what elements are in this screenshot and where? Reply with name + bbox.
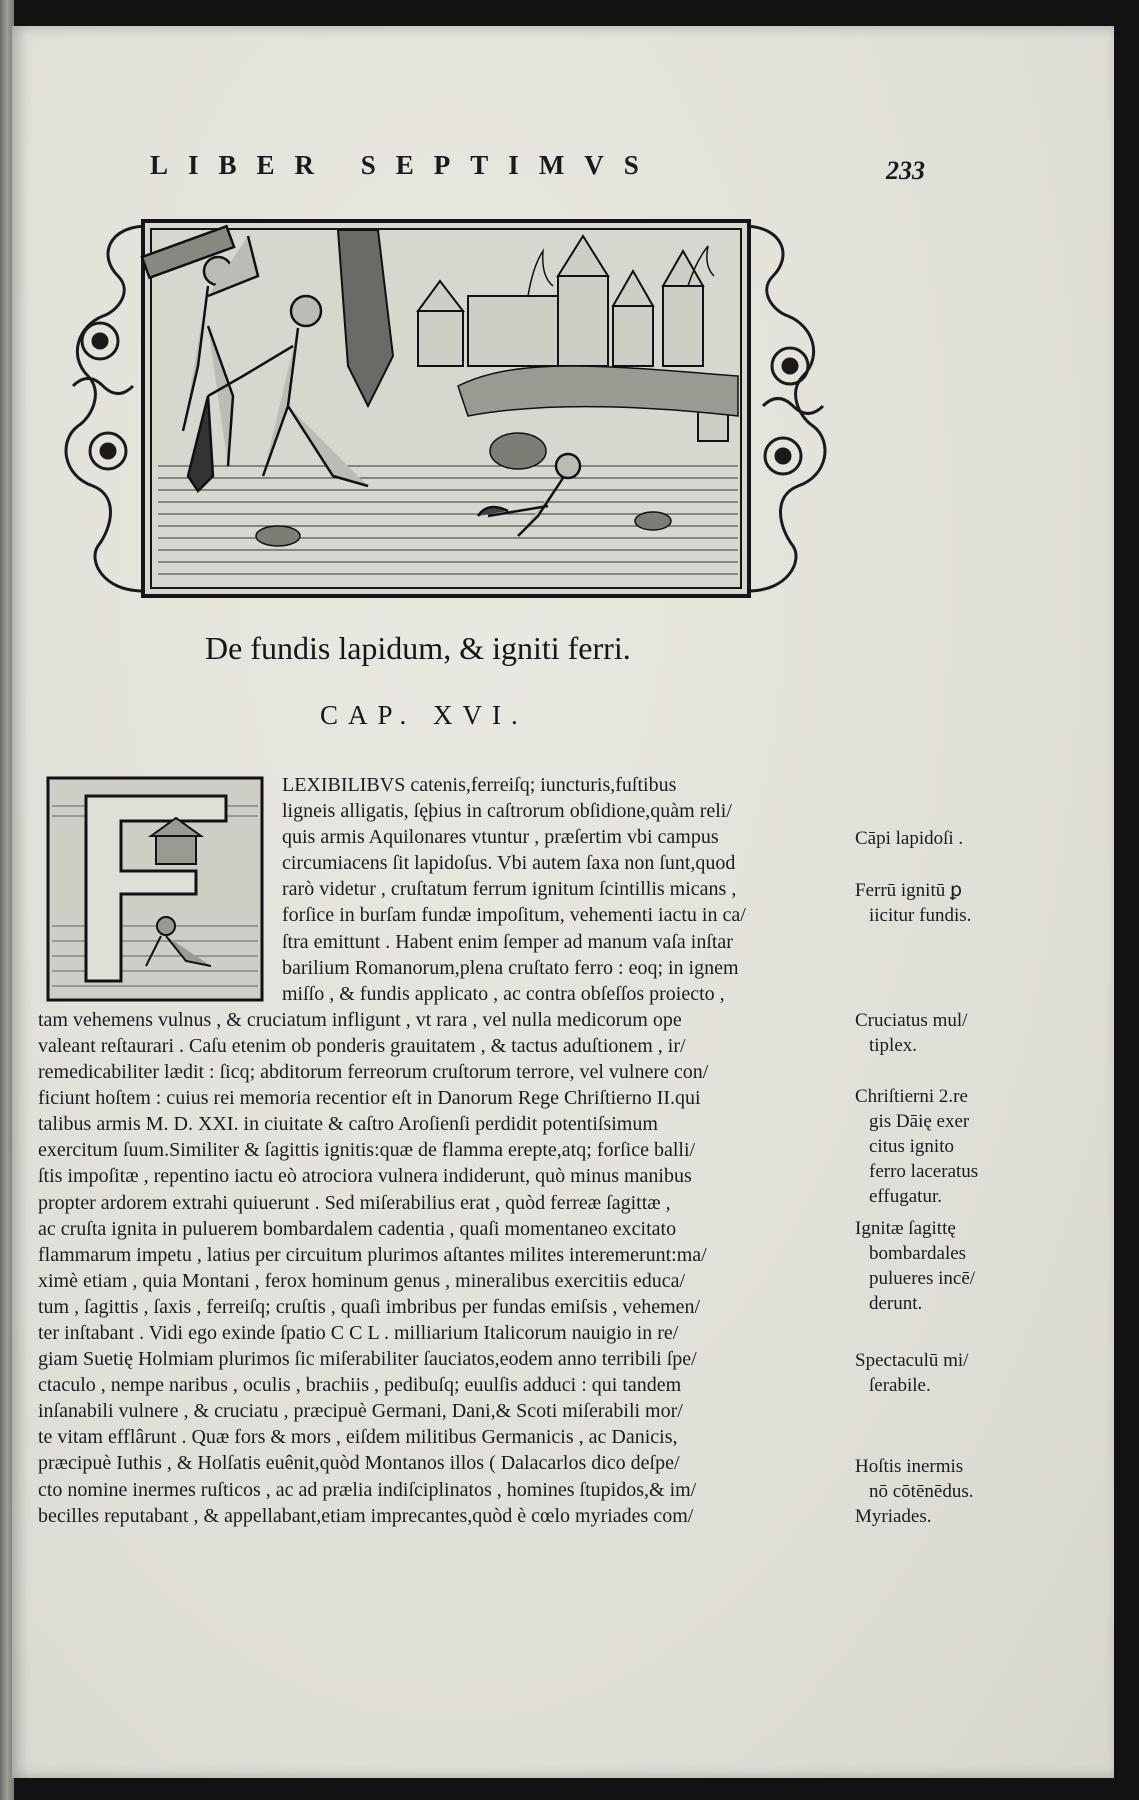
margin-note-line: iicitur fundis.	[869, 905, 972, 926]
body-line: præcipuè Iuthis , & Holſatis euênit,quòd Montanos illos ( Dalacarlos dico deſpe/	[38, 1452, 680, 1475]
body-line: flammarum impetu , latius per circuitum plurimos aſtantes milites interemerunt:ma/	[38, 1243, 707, 1266]
margin-note	[855, 826, 963, 851]
body-line: ctaculo , nempe naribus , oculis , brachiis , pedibuſq; euulſis adduci : qui tandem	[38, 1374, 682, 1397]
margin-note	[855, 1216, 975, 1316]
running-title: LIBER SEPTIMVS	[150, 150, 659, 180]
body-line: talibus armis M. D. XXI. in ciuitate & caſtro Aroſienſi perdidit potentiſsimum	[38, 1113, 658, 1136]
body-line: LEXIBILIBVS catenis,ferreiſq; iuncturis,fuſtibus	[282, 774, 677, 796]
margin-note-line: Myriades.	[855, 1506, 932, 1527]
folio-number: 233	[886, 156, 925, 185]
body-line: becilles reputabant , & appellabant,etiam imprecantes,quòd è cœlo myriades com/	[38, 1504, 694, 1527]
body-line: ſtis impoſitæ , repentino iactu eò atrociora vulnera indiderunt, quò minus manibus	[38, 1165, 692, 1188]
margin-note-line: Cruciatus mul/	[855, 1010, 968, 1031]
body-line: circumiacens ſit lapidoſus. Vbi autem ſaxa non ſunt,quod	[282, 852, 736, 875]
margin-note	[855, 878, 971, 928]
margin-note	[855, 1008, 967, 1058]
margin-note-line: bombardales	[869, 1243, 967, 1264]
body-line: miſſo , & fundis applicato , ac contra obſeſſos proiecto ,	[282, 982, 725, 1005]
body-line: rarò videtur , cruſtatum ferrum ignitum ſcintillis micans ,	[282, 878, 737, 901]
margin-note-line: ferro laceratus	[869, 1161, 979, 1182]
body-line: te vitam efflârunt . Quæ fors & mors , eiſdem militibus Germanicis , ac Danicis,	[38, 1426, 678, 1449]
margin-note-line: derunt.	[869, 1293, 923, 1314]
chapter-title: De fundis lapidum, & igniti ferri.	[205, 630, 631, 666]
body-line: ficiunt hoſtem : cuius rei memoria recentior eſt in Danorum Rege Chriſtierno II.qui	[38, 1087, 701, 1110]
body-line: ter inſtabant . Vidi ego exinde ſpatio C C L . milliarium Italicorum nauigio in re/	[38, 1321, 679, 1344]
margin-note-line: ſerabile.	[869, 1375, 931, 1396]
margin-note-line: gis Dāię exer	[869, 1111, 970, 1132]
margin-note	[855, 1454, 973, 1529]
margin-note-line: Ferrū ignitū ꝑ	[855, 880, 963, 901]
body-line: ximè etiam , quia Montani , ferox hominum genus , mineralibus exercitiis educa/	[38, 1269, 686, 1292]
body-line: propter ardorem extrahi quiuerunt . Sed miſerabilius erat , quòd ferreæ ſagittæ ,	[38, 1191, 671, 1214]
body-text	[38, 772, 844, 1529]
chapter-number: CAP. XVI.	[320, 700, 528, 730]
body-line: tum , ſagittis , ſaxis , ferreiſq; cruſtis , quaſi imbribus per fundas emiſsis , vehemen/	[38, 1295, 701, 1318]
margin-note-line: Cāpi lapidoſi .	[855, 828, 964, 849]
body-line: forſice in burſam fundæ impoſitum, vehementi iactu in ca/	[282, 904, 746, 927]
margin-note-line: Spectaculū mi/	[855, 1350, 969, 1371]
margin-note	[855, 1084, 978, 1209]
woodcut-illustration	[48, 216, 844, 601]
margin-note	[855, 1348, 968, 1398]
body-line: valeant reſtaurari . Caſu etenim ob ponderis grauitatem , & tactus aduſtionem , ir/	[38, 1034, 686, 1057]
left-ornament-icon	[66, 226, 148, 591]
margin-note-line: tiplex.	[869, 1035, 918, 1056]
body-line: ligneis alligatis, ſęþius in caſtrorum obſidione,quàm reli/	[282, 800, 732, 823]
body-line: giam Suetię Holmiam plurimos ſic miſerabiliter ſauciatos,eodem anno terribili ſpe/	[38, 1348, 697, 1371]
margin-note-line: effugatur.	[869, 1186, 942, 1207]
body-line: ſtra emittunt . Habent enim ſemper ad manum vaſa inſtar	[282, 930, 733, 953]
body-line: exercitum ſuum.Similiter & ſagittis ignitis:quæ de flamma erepte,atq; forſice balli/	[38, 1139, 696, 1162]
body-line: tam vehemens vulnus , & cruciatum infligunt , vt rara , vel nulla medicorum ope	[38, 1008, 682, 1031]
margin-note-line: nō cōtēnēdus.	[869, 1481, 974, 1502]
margin-note-line: pulueres incē/	[869, 1268, 976, 1289]
body-line: cto nomine inermes ruſticos , ac ad prælia indiſciplinatos , homines ſtupidos,& im/	[38, 1478, 697, 1501]
body-line: ac cruſta ignita in puluerem bombardalem cadentia , quaſi momentaneo excitato	[38, 1217, 677, 1240]
right-ornament-icon	[743, 226, 825, 591]
margin-note-line: citus ignito	[869, 1136, 954, 1157]
margin-note-line: Ignitæ ſagittę	[855, 1218, 956, 1239]
margin-note-line: Hoſtis inermis	[855, 1456, 964, 1477]
body-line: remedicabiliter lædit : ſicq; abditorum ferreorum cruſtorum terrore, vel vulnere con/	[38, 1061, 709, 1084]
body-line: quis armis Aquilonares vtuntur , præſertim vbi campus	[282, 826, 719, 849]
body-line: inſanabili vulnere , & cruciatu , præcipuè Germani, Dani,& Scoti miſerabili mor/	[38, 1400, 683, 1423]
body-line: barilium Romanorum,plena cruſtato ferro : eoq; in ignem	[282, 956, 739, 979]
margin-note-line: Chriſtierni 2.re	[855, 1086, 968, 1107]
